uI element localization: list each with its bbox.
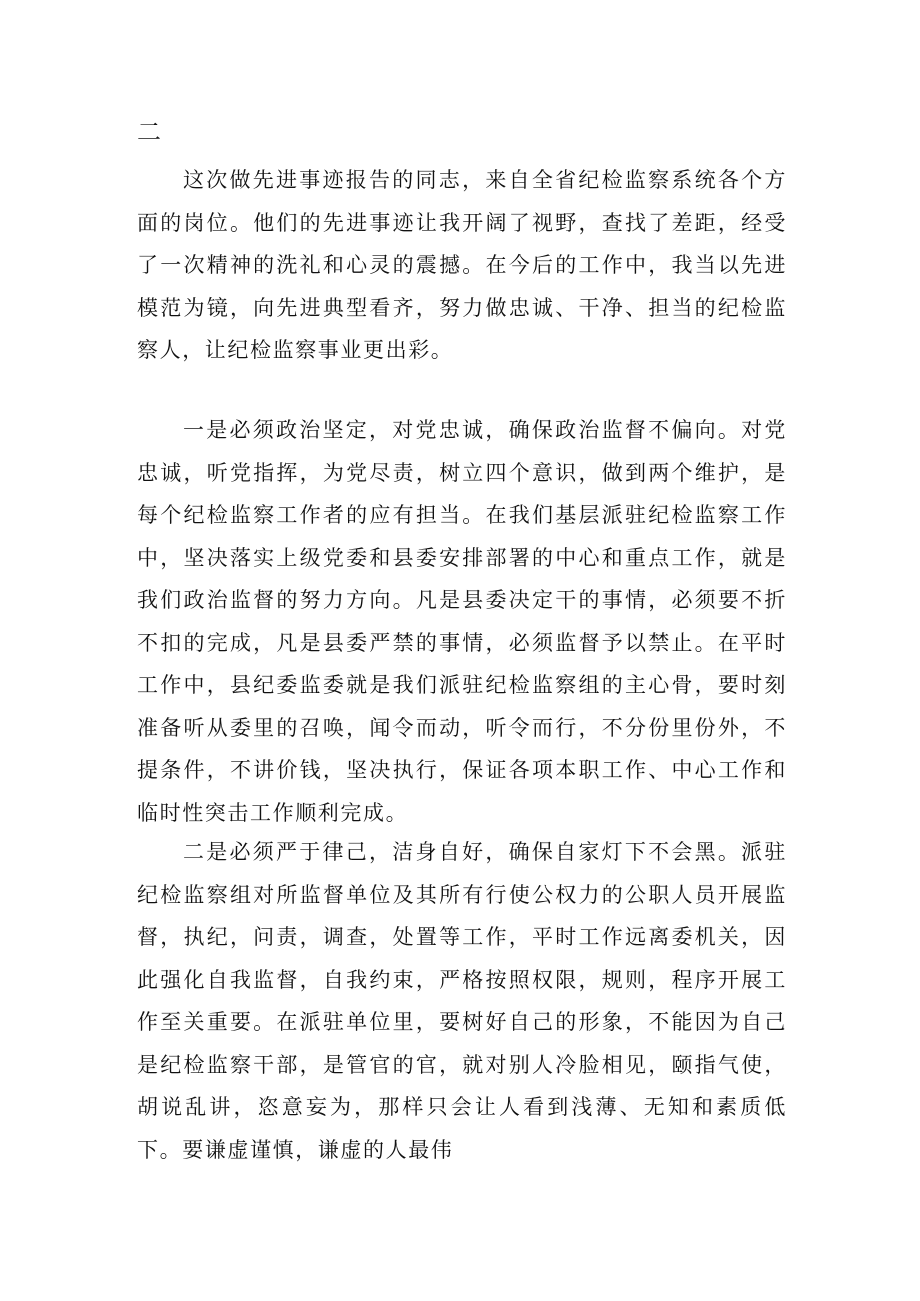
paragraph-point-two: 二是必须严于律己，洁身自好，确保自家灯下不会黑。派驻纪检监察组对所监督单位及其所有行使公权力的公职人员开展监督，执纪，问责，调查，处置等工作，平时工作远离委机关，因此强化自我监督，自我约束，严格按照权限，规则，程序开展工作至关重要。在派驻单位里，要树好自己的形象，不能因为自己是纪检监察干部，是管官的官，就对别人冷脸相见，颐指气使，胡说乱讲，恣意妄为，那样只会让人看到浅薄、无知和素质低下。要谦虚谨慎，谦虚的人最伟 <box>137 840 787 1162</box>
section-heading: 二 <box>137 118 163 146</box>
paragraph-point-one: 一是必须政治坚定，对党忠诚，确保政治监督不偏向。对党忠诚，听党指挥，为党尽责，树立四个意识，做到两个维护，是每个纪检监察工作者的应有担当。在我们基层派驻纪检监察工作中，坚决落实上级党委和县委安排部署的中心和重点工作，就是我们政治监督的努力方向。凡是县委决定干的事情，必须要不折不扣的完成，凡是县委严禁的事情，必须监督予以禁止。在平时工作中，县纪委监委就是我们派驻纪检监察组的主心骨，要时刻准备听从委里的召唤，闻令而动，听令而行，不分份里份外，不提条件，不讲价钱，坚决执行，保证各项本职工作、中心工作和临时性突击工作顺利完成。 <box>137 418 787 825</box>
paragraph-intro: 这次做先进事迹报告的同志，来自全省纪检监察系统各个方面的岗位。他们的先进事迹让我开阔了视野，查找了差距，经受了一次精神的洗礼和心灵的震撼。在今后的工作中，我当以先进模范为镜，向先进典型看齐，努力做忠诚、干净、担当的纪检监察人，让纪检监察事业更出彩。 <box>137 168 787 362</box>
